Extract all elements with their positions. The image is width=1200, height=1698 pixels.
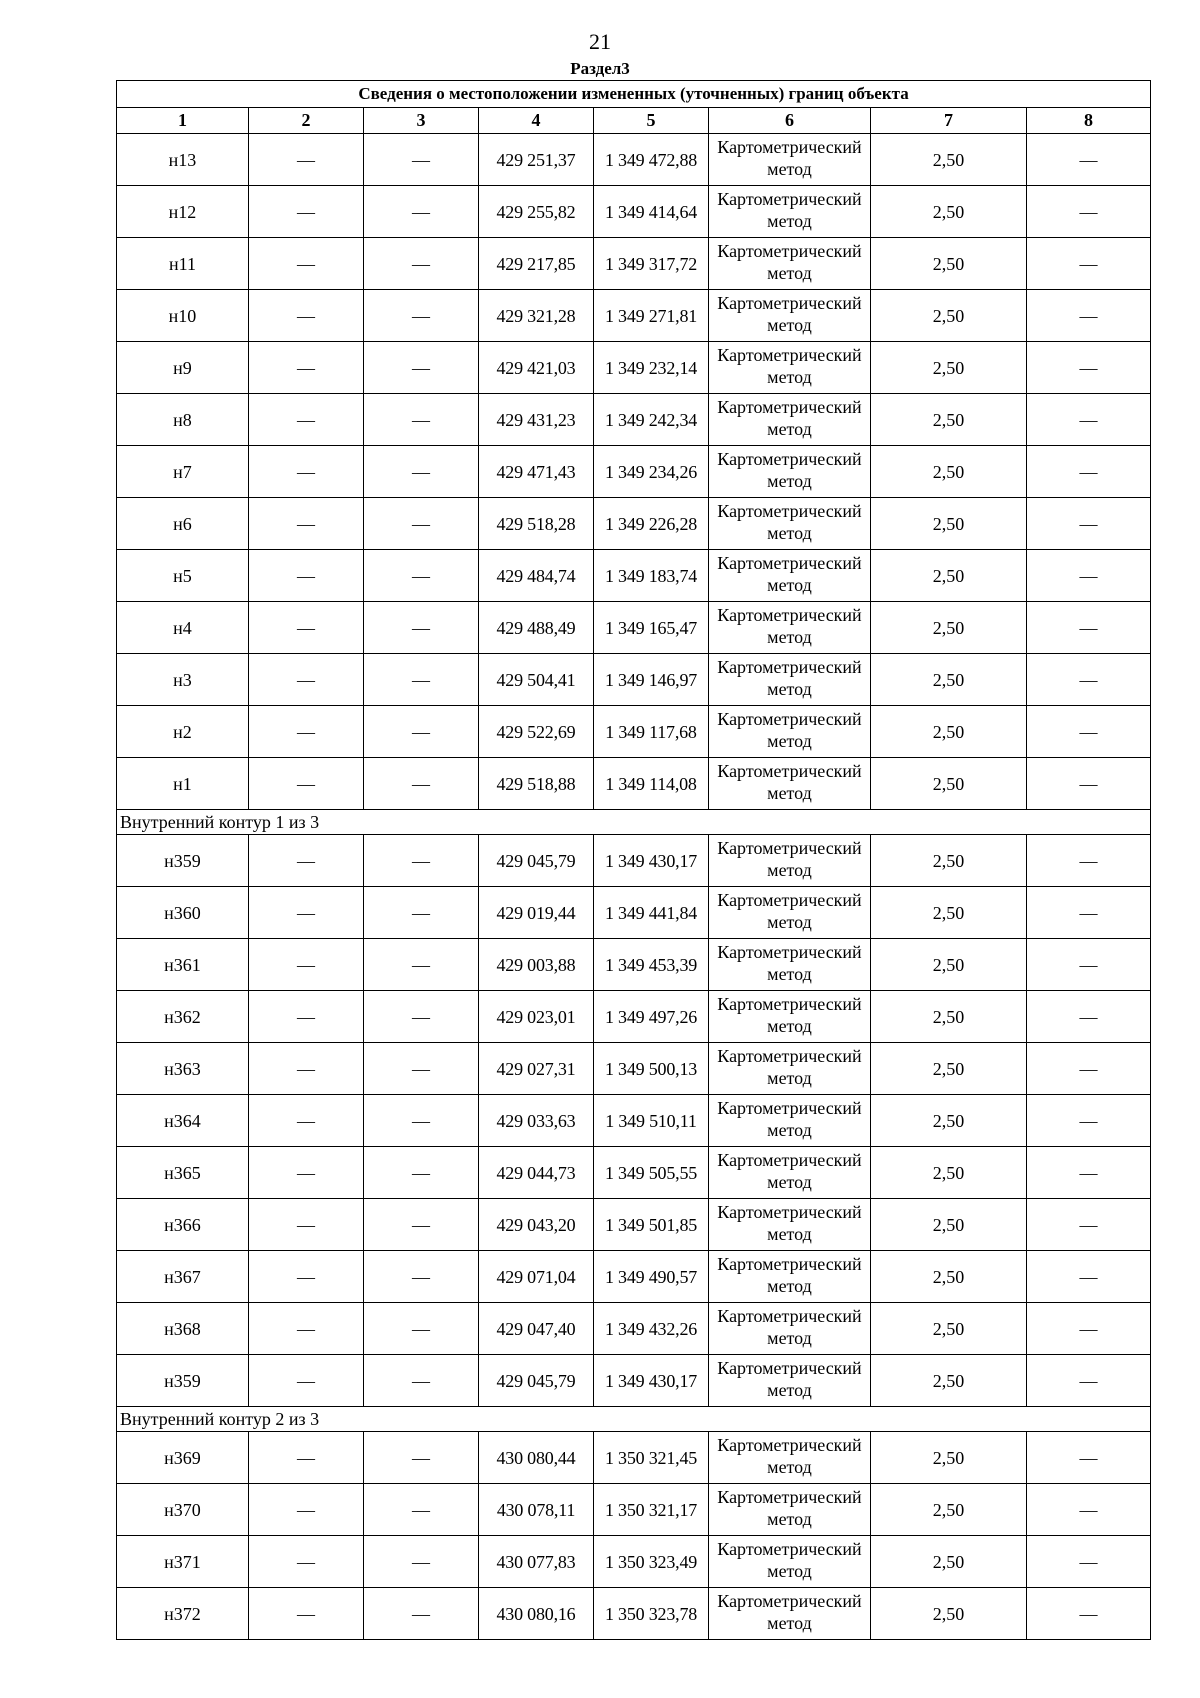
coordinate-x: 429 019,44 bbox=[479, 887, 594, 939]
empty-dash: — bbox=[364, 550, 479, 602]
accuracy: 2,50 bbox=[871, 939, 1027, 991]
empty-dash: — bbox=[1027, 550, 1151, 602]
contour-label-row bbox=[117, 1407, 1151, 1432]
method: Картометрический метод bbox=[709, 758, 871, 810]
empty-dash: — bbox=[1027, 342, 1151, 394]
point-name: н9 bbox=[117, 342, 249, 394]
empty-dash: — bbox=[1027, 706, 1151, 758]
point-name: н359 bbox=[117, 835, 249, 887]
coordinate-x: 430 080,16 bbox=[479, 1588, 594, 1640]
coordinate-x: 430 080,44 bbox=[479, 1432, 594, 1484]
accuracy: 2,50 bbox=[871, 550, 1027, 602]
table-row bbox=[117, 706, 1151, 758]
empty-dash: — bbox=[249, 446, 364, 498]
coordinate-x: 429 518,28 bbox=[479, 498, 594, 550]
empty-dash: — bbox=[364, 446, 479, 498]
empty-dash: — bbox=[1027, 1251, 1151, 1303]
point-name: н8 bbox=[117, 394, 249, 446]
column-number-row bbox=[117, 108, 1151, 134]
accuracy: 2,50 bbox=[871, 134, 1027, 186]
coordinate-y: 1 349 497,26 bbox=[594, 991, 709, 1043]
accuracy: 2,50 bbox=[871, 1484, 1027, 1536]
empty-dash: — bbox=[364, 394, 479, 446]
coordinate-x: 429 488,49 bbox=[479, 602, 594, 654]
empty-dash: — bbox=[364, 1303, 479, 1355]
method: Картометрический метод bbox=[709, 1355, 871, 1407]
point-name: н365 bbox=[117, 1147, 249, 1199]
accuracy: 2,50 bbox=[871, 446, 1027, 498]
empty-dash: — bbox=[1027, 134, 1151, 186]
accuracy: 2,50 bbox=[871, 1251, 1027, 1303]
empty-dash: — bbox=[364, 186, 479, 238]
table-row bbox=[117, 602, 1151, 654]
empty-dash: — bbox=[364, 134, 479, 186]
accuracy: 2,50 bbox=[871, 1199, 1027, 1251]
empty-dash: — bbox=[1027, 758, 1151, 810]
empty-dash: — bbox=[1027, 290, 1151, 342]
accuracy: 2,50 bbox=[871, 706, 1027, 758]
method: Картометрический метод bbox=[709, 186, 871, 238]
coordinate-x: 429 321,28 bbox=[479, 290, 594, 342]
coordinate-y: 1 349 453,39 bbox=[594, 939, 709, 991]
accuracy: 2,50 bbox=[871, 654, 1027, 706]
method: Картометрический метод bbox=[709, 887, 871, 939]
coordinate-x: 429 003,88 bbox=[479, 939, 594, 991]
empty-dash: — bbox=[364, 991, 479, 1043]
column-number: 1 bbox=[117, 108, 249, 134]
method: Картометрический метод bbox=[709, 550, 871, 602]
empty-dash: — bbox=[364, 1536, 479, 1588]
table-row bbox=[117, 939, 1151, 991]
empty-dash: — bbox=[1027, 498, 1151, 550]
coordinate-y: 1 349 234,26 bbox=[594, 446, 709, 498]
point-name: н359 bbox=[117, 1355, 249, 1407]
empty-dash: — bbox=[249, 991, 364, 1043]
column-number: 6 bbox=[709, 108, 871, 134]
coordinate-y: 1 349 510,11 bbox=[594, 1095, 709, 1147]
empty-dash: — bbox=[1027, 238, 1151, 290]
method: Картометрический метод bbox=[709, 1095, 871, 1147]
coordinate-y: 1 349 226,28 bbox=[594, 498, 709, 550]
accuracy: 2,50 bbox=[871, 602, 1027, 654]
table-row bbox=[117, 1199, 1151, 1251]
accuracy: 2,50 bbox=[871, 1043, 1027, 1095]
empty-dash: — bbox=[1027, 1355, 1151, 1407]
empty-dash: — bbox=[364, 1588, 479, 1640]
empty-dash: — bbox=[249, 939, 364, 991]
section-title: Раздел3 bbox=[570, 59, 630, 78]
point-name: н360 bbox=[117, 887, 249, 939]
coordinate-x: 430 077,83 bbox=[479, 1536, 594, 1588]
accuracy: 2,50 bbox=[871, 186, 1027, 238]
empty-dash: — bbox=[249, 1536, 364, 1588]
coordinate-y: 1 350 323,49 bbox=[594, 1536, 709, 1588]
point-name: н10 bbox=[117, 290, 249, 342]
table-row bbox=[117, 1303, 1151, 1355]
method: Картометрический метод bbox=[709, 706, 871, 758]
empty-dash: — bbox=[249, 1199, 364, 1251]
table-row bbox=[117, 1043, 1151, 1095]
empty-dash: — bbox=[249, 342, 364, 394]
table-row bbox=[117, 758, 1151, 810]
accuracy: 2,50 bbox=[871, 758, 1027, 810]
coordinate-y: 1 350 323,78 bbox=[594, 1588, 709, 1640]
empty-dash: — bbox=[364, 706, 479, 758]
accuracy: 2,50 bbox=[871, 1432, 1027, 1484]
table-row bbox=[117, 550, 1151, 602]
column-number: 4 bbox=[479, 108, 594, 134]
table-row bbox=[117, 446, 1151, 498]
point-name: н12 bbox=[117, 186, 249, 238]
coordinate-x: 429 522,69 bbox=[479, 706, 594, 758]
page-number: 21 bbox=[589, 29, 611, 54]
coordinate-y: 1 349 441,84 bbox=[594, 887, 709, 939]
empty-dash: — bbox=[1027, 1043, 1151, 1095]
table-row bbox=[117, 290, 1151, 342]
coordinates-table bbox=[116, 80, 1151, 1640]
point-name: н370 bbox=[117, 1484, 249, 1536]
coordinate-y: 1 349 505,55 bbox=[594, 1147, 709, 1199]
coordinate-x: 429 251,37 bbox=[479, 134, 594, 186]
empty-dash: — bbox=[364, 1251, 479, 1303]
empty-dash: — bbox=[249, 1043, 364, 1095]
coordinate-y: 1 349 232,14 bbox=[594, 342, 709, 394]
empty-dash: — bbox=[249, 1303, 364, 1355]
accuracy: 2,50 bbox=[871, 342, 1027, 394]
coordinate-x: 429 071,04 bbox=[479, 1251, 594, 1303]
empty-dash: — bbox=[364, 654, 479, 706]
coordinate-y: 1 349 472,88 bbox=[594, 134, 709, 186]
empty-dash: — bbox=[249, 498, 364, 550]
table-row bbox=[117, 654, 1151, 706]
method: Картометрический метод bbox=[709, 602, 871, 654]
point-name: н366 bbox=[117, 1199, 249, 1251]
empty-dash: — bbox=[249, 1432, 364, 1484]
coordinate-x: 430 078,11 bbox=[479, 1484, 594, 1536]
column-number: 2 bbox=[249, 108, 364, 134]
coordinate-x: 429 023,01 bbox=[479, 991, 594, 1043]
method: Картометрический метод bbox=[709, 290, 871, 342]
coordinate-y: 1 349 183,74 bbox=[594, 550, 709, 602]
empty-dash: — bbox=[249, 706, 364, 758]
method: Картометрический метод bbox=[709, 1043, 871, 1095]
coordinate-x: 429 047,40 bbox=[479, 1303, 594, 1355]
method: Картометрический метод bbox=[709, 1147, 871, 1199]
table-row bbox=[117, 498, 1151, 550]
coordinate-x: 429 044,73 bbox=[479, 1147, 594, 1199]
coordinate-x: 429 484,74 bbox=[479, 550, 594, 602]
empty-dash: — bbox=[1027, 1095, 1151, 1147]
empty-dash: — bbox=[1027, 1147, 1151, 1199]
empty-dash: — bbox=[1027, 1303, 1151, 1355]
coordinate-y: 1 349 114,08 bbox=[594, 758, 709, 810]
coordinate-y: 1 349 242,34 bbox=[594, 394, 709, 446]
empty-dash: — bbox=[1027, 835, 1151, 887]
method: Картометрический метод bbox=[709, 654, 871, 706]
method: Картометрический метод bbox=[709, 939, 871, 991]
method: Картометрический метод bbox=[709, 1536, 871, 1588]
coordinate-y: 1 349 432,26 bbox=[594, 1303, 709, 1355]
method: Картометрический метод bbox=[709, 446, 871, 498]
table-body bbox=[117, 81, 1151, 1640]
coordinate-y: 1 350 321,17 bbox=[594, 1484, 709, 1536]
table-row bbox=[117, 238, 1151, 290]
coordinate-x: 429 518,88 bbox=[479, 758, 594, 810]
empty-dash: — bbox=[1027, 1199, 1151, 1251]
empty-dash: — bbox=[364, 835, 479, 887]
table-row bbox=[117, 1588, 1151, 1640]
empty-dash: — bbox=[249, 654, 364, 706]
empty-dash: — bbox=[364, 238, 479, 290]
method: Картометрический метод bbox=[709, 394, 871, 446]
column-number: 3 bbox=[364, 108, 479, 134]
empty-dash: — bbox=[364, 758, 479, 810]
point-name: н371 bbox=[117, 1536, 249, 1588]
empty-dash: — bbox=[1027, 446, 1151, 498]
table-row bbox=[117, 835, 1151, 887]
table-row bbox=[117, 1147, 1151, 1199]
accuracy: 2,50 bbox=[871, 991, 1027, 1043]
accuracy: 2,50 bbox=[871, 1588, 1027, 1640]
coordinate-x: 429 033,63 bbox=[479, 1095, 594, 1147]
point-name: н364 bbox=[117, 1095, 249, 1147]
coordinate-x: 429 431,23 bbox=[479, 394, 594, 446]
empty-dash: — bbox=[364, 290, 479, 342]
table-caption: Сведения о местоположении измененных (уточненных) границ объекта bbox=[117, 81, 1151, 108]
table-row bbox=[117, 1095, 1151, 1147]
table-row bbox=[117, 1355, 1151, 1407]
coordinate-x: 429 471,43 bbox=[479, 446, 594, 498]
table-row bbox=[117, 1536, 1151, 1588]
point-name: н367 bbox=[117, 1251, 249, 1303]
coordinate-y: 1 349 430,17 bbox=[594, 835, 709, 887]
method: Картометрический метод bbox=[709, 1199, 871, 1251]
empty-dash: — bbox=[364, 887, 479, 939]
coordinate-y: 1 350 321,45 bbox=[594, 1432, 709, 1484]
empty-dash: — bbox=[1027, 1432, 1151, 1484]
coordinate-y: 1 349 501,85 bbox=[594, 1199, 709, 1251]
coordinate-x: 429 045,79 bbox=[479, 1355, 594, 1407]
method: Картометрический метод bbox=[709, 835, 871, 887]
empty-dash: — bbox=[1027, 991, 1151, 1043]
empty-dash: — bbox=[249, 1251, 364, 1303]
empty-dash: — bbox=[364, 1095, 479, 1147]
point-name: н3 bbox=[117, 654, 249, 706]
method: Картометрический метод bbox=[709, 1432, 871, 1484]
coordinate-y: 1 349 490,57 bbox=[594, 1251, 709, 1303]
empty-dash: — bbox=[249, 602, 364, 654]
accuracy: 2,50 bbox=[871, 1095, 1027, 1147]
table-caption-row bbox=[117, 81, 1151, 108]
accuracy: 2,50 bbox=[871, 238, 1027, 290]
empty-dash: — bbox=[364, 1199, 479, 1251]
column-number: 7 bbox=[871, 108, 1027, 134]
point-name: н2 bbox=[117, 706, 249, 758]
point-name: н11 bbox=[117, 238, 249, 290]
coordinate-y: 1 349 165,47 bbox=[594, 602, 709, 654]
coordinate-y: 1 349 317,72 bbox=[594, 238, 709, 290]
point-name: н5 bbox=[117, 550, 249, 602]
coordinate-y: 1 349 430,17 bbox=[594, 1355, 709, 1407]
empty-dash: — bbox=[1027, 186, 1151, 238]
empty-dash: — bbox=[249, 1095, 364, 1147]
method: Картометрический метод bbox=[709, 342, 871, 394]
contour-label: Внутренний контур 1 из 3 bbox=[117, 810, 1151, 835]
method: Картометрический метод bbox=[709, 134, 871, 186]
coordinate-y: 1 349 500,13 bbox=[594, 1043, 709, 1095]
contour-label-row bbox=[117, 810, 1151, 835]
empty-dash: — bbox=[1027, 939, 1151, 991]
column-number: 5 bbox=[594, 108, 709, 134]
table-row bbox=[117, 1484, 1151, 1536]
coordinate-x: 429 255,82 bbox=[479, 186, 594, 238]
empty-dash: — bbox=[249, 1588, 364, 1640]
empty-dash: — bbox=[1027, 602, 1151, 654]
point-name: н361 bbox=[117, 939, 249, 991]
table-row bbox=[117, 1251, 1151, 1303]
point-name: н368 bbox=[117, 1303, 249, 1355]
point-name: н362 bbox=[117, 991, 249, 1043]
coordinate-x: 429 027,31 bbox=[479, 1043, 594, 1095]
accuracy: 2,50 bbox=[871, 394, 1027, 446]
accuracy: 2,50 bbox=[871, 290, 1027, 342]
empty-dash: — bbox=[249, 394, 364, 446]
table-row bbox=[117, 1432, 1151, 1484]
empty-dash: — bbox=[249, 1355, 364, 1407]
empty-dash: — bbox=[364, 498, 479, 550]
empty-dash: — bbox=[1027, 887, 1151, 939]
point-name: н1 bbox=[117, 758, 249, 810]
point-name: н6 bbox=[117, 498, 249, 550]
point-name: н372 bbox=[117, 1588, 249, 1640]
empty-dash: — bbox=[1027, 1588, 1151, 1640]
method: Картометрический метод bbox=[709, 1588, 871, 1640]
empty-dash: — bbox=[249, 550, 364, 602]
empty-dash: — bbox=[249, 290, 364, 342]
empty-dash: — bbox=[1027, 654, 1151, 706]
column-number: 8 bbox=[1027, 108, 1151, 134]
empty-dash: — bbox=[364, 1432, 479, 1484]
point-name: н4 bbox=[117, 602, 249, 654]
empty-dash: — bbox=[249, 835, 364, 887]
method: Картометрический метод bbox=[709, 991, 871, 1043]
point-name: н363 bbox=[117, 1043, 249, 1095]
empty-dash: — bbox=[249, 1484, 364, 1536]
coordinate-x: 429 217,85 bbox=[479, 238, 594, 290]
table-row bbox=[117, 134, 1151, 186]
table-row bbox=[117, 394, 1151, 446]
accuracy: 2,50 bbox=[871, 1303, 1027, 1355]
coordinate-x: 429 045,79 bbox=[479, 835, 594, 887]
empty-dash: — bbox=[364, 1147, 479, 1199]
empty-dash: — bbox=[1027, 1536, 1151, 1588]
table-row bbox=[117, 991, 1151, 1043]
accuracy: 2,50 bbox=[871, 887, 1027, 939]
coordinate-y: 1 349 271,81 bbox=[594, 290, 709, 342]
table-row bbox=[117, 887, 1151, 939]
empty-dash: — bbox=[364, 342, 479, 394]
accuracy: 2,50 bbox=[871, 1355, 1027, 1407]
empty-dash: — bbox=[249, 186, 364, 238]
empty-dash: — bbox=[249, 134, 364, 186]
empty-dash: — bbox=[1027, 1484, 1151, 1536]
empty-dash: — bbox=[364, 1355, 479, 1407]
empty-dash: — bbox=[364, 1484, 479, 1536]
point-name: н369 bbox=[117, 1432, 249, 1484]
empty-dash: — bbox=[364, 1043, 479, 1095]
accuracy: 2,50 bbox=[871, 1536, 1027, 1588]
coordinate-y: 1 349 414,64 bbox=[594, 186, 709, 238]
empty-dash: — bbox=[249, 238, 364, 290]
table-row bbox=[117, 186, 1151, 238]
contour-label: Внутренний контур 2 из 3 bbox=[117, 1407, 1151, 1432]
coordinate-x: 429 421,03 bbox=[479, 342, 594, 394]
method: Картометрический метод bbox=[709, 498, 871, 550]
empty-dash: — bbox=[249, 758, 364, 810]
method: Картометрический метод bbox=[709, 1484, 871, 1536]
empty-dash: — bbox=[364, 602, 479, 654]
coordinate-y: 1 349 117,68 bbox=[594, 706, 709, 758]
point-name: н7 bbox=[117, 446, 249, 498]
coordinate-x: 429 043,20 bbox=[479, 1199, 594, 1251]
empty-dash: — bbox=[364, 939, 479, 991]
coordinate-y: 1 349 146,97 bbox=[594, 654, 709, 706]
empty-dash: — bbox=[1027, 394, 1151, 446]
point-name: н13 bbox=[117, 134, 249, 186]
accuracy: 2,50 bbox=[871, 498, 1027, 550]
method: Картометрический метод bbox=[709, 1303, 871, 1355]
empty-dash: — bbox=[249, 887, 364, 939]
accuracy: 2,50 bbox=[871, 1147, 1027, 1199]
table-row bbox=[117, 342, 1151, 394]
method: Картометрический метод bbox=[709, 238, 871, 290]
accuracy: 2,50 bbox=[871, 835, 1027, 887]
empty-dash: — bbox=[249, 1147, 364, 1199]
coordinate-x: 429 504,41 bbox=[479, 654, 594, 706]
method: Картометрический метод bbox=[709, 1251, 871, 1303]
